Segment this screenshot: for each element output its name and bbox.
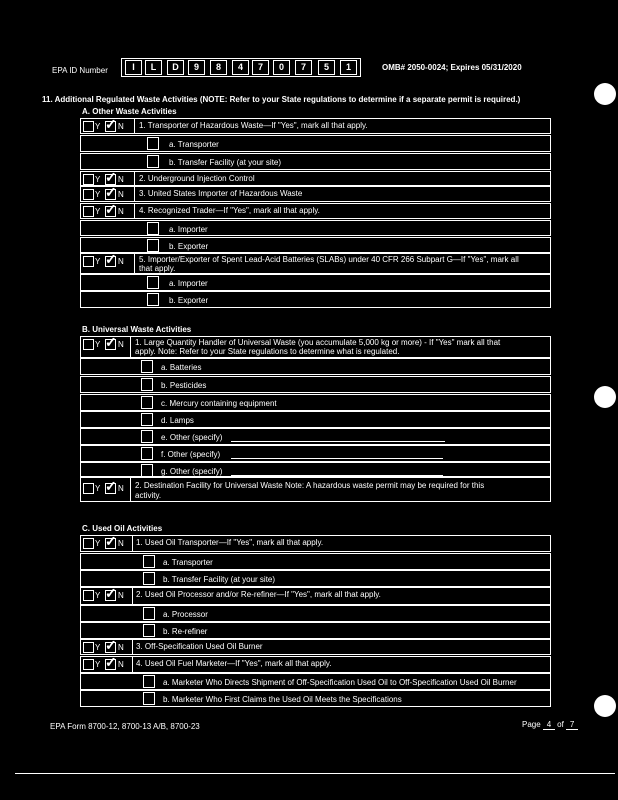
c2-yes-checkbox[interactable] <box>83 590 94 601</box>
a1-yes-checkbox[interactable] <box>83 121 94 132</box>
b1f-specify-line[interactable] <box>231 458 443 459</box>
no-label: N <box>118 539 124 548</box>
yes-label: Y <box>95 660 101 669</box>
b1b-checkbox[interactable] <box>141 378 153 391</box>
c1a-text: a. Transporter <box>163 558 213 567</box>
c2-no-checkbox[interactable] <box>105 585 117 601</box>
b1e-specify-line[interactable] <box>231 441 445 442</box>
b1c-text: c. Mercury containing equipment <box>161 399 277 408</box>
c2-text: 2. Used Oil Processor and/or Re-refiner—If "Yes", mark all that apply. <box>136 590 381 599</box>
a2-text: 2. Underground Injection Control <box>139 174 255 183</box>
c2a-text: a. Processor <box>163 610 208 619</box>
a5-text-line1: 5. Importer/Exporter of Spent Lead-Acid Batteries (SLABs) under 40 CFR 266 Subpart G—If "Yes", mark all <box>139 255 519 264</box>
a5a-checkbox[interactable] <box>147 276 159 289</box>
b2-text-line2: activity. <box>135 491 162 500</box>
epa-id-char-box[interactable]: L <box>145 60 162 75</box>
page-label: Page <box>522 720 541 729</box>
b1g-checkbox[interactable] <box>141 464 153 477</box>
binder-hole-middle <box>594 386 616 408</box>
check-mark: ✓ <box>105 334 117 350</box>
b1e-checkbox[interactable] <box>141 430 153 443</box>
a5-yes-checkbox[interactable] <box>83 256 94 267</box>
a1a-row <box>80 135 551 152</box>
c4b-row <box>80 690 551 707</box>
epa-id-char-box[interactable]: 5 <box>318 60 335 75</box>
b1f-checkbox[interactable] <box>141 447 153 460</box>
omb-number: OMB# 2050-0024; Expires 05/31/2020 <box>382 63 522 72</box>
b1g-text: g. Other (specify) <box>161 467 223 476</box>
c1-row <box>80 535 551 552</box>
yes-label: Y <box>95 484 101 493</box>
c4b-text: b. Marketer Who First Claims the Used Oil Meets the Specifications <box>163 695 402 704</box>
binder-hole-top <box>594 83 616 105</box>
check-mark: ✓ <box>105 251 117 267</box>
epa-id-char-box[interactable]: D <box>167 60 184 75</box>
b1-text-line2: apply. Note: Refer to your State regulations to determine what is regulated. <box>135 347 400 356</box>
b1a-checkbox[interactable] <box>141 360 153 373</box>
check-mark: ✓ <box>105 478 117 494</box>
epa-id-char-box[interactable]: 9 <box>188 60 205 75</box>
a1b-text: b. Transfer Facility (at your site) <box>169 158 282 167</box>
b1g-specify-line[interactable] <box>231 475 443 476</box>
a5b-text: b. Exporter <box>169 296 209 305</box>
epa-id-char-box[interactable]: 8 <box>210 60 227 75</box>
c2b-text: b. Re-refiner <box>163 627 208 636</box>
section-c-title: C. Used Oil Activities <box>82 524 163 533</box>
epa-id-char-box[interactable]: 4 <box>232 60 249 75</box>
c1-no-checkbox[interactable] <box>105 533 117 549</box>
c4-yn <box>81 654 133 672</box>
a4a-checkbox[interactable] <box>147 222 159 235</box>
a4b-checkbox[interactable] <box>147 239 159 252</box>
b2-no-checkbox[interactable] <box>105 478 117 494</box>
a4-no-checkbox[interactable] <box>105 201 117 217</box>
check-mark: ✓ <box>105 116 117 132</box>
page-number: 4 <box>543 720 555 730</box>
b1f-row <box>80 445 551 462</box>
yes-label: Y <box>95 122 101 131</box>
a2-yes-checkbox[interactable] <box>83 174 94 185</box>
a5a-row <box>80 274 551 291</box>
c1b-row <box>80 570 551 587</box>
no-label: N <box>118 643 124 652</box>
b2-yn <box>81 478 131 501</box>
a4-text: 4. Recognized Trader—If "Yes", mark all that apply. <box>139 206 320 215</box>
check-mark: ✓ <box>105 533 117 549</box>
c1a-checkbox[interactable] <box>143 555 155 568</box>
epa-id-char-box[interactable]: 7 <box>252 60 269 75</box>
c3-no-checkbox[interactable] <box>105 637 117 653</box>
b1g-row <box>80 462 551 477</box>
form-number: EPA Form 8700-12, 8700-13 A/B, 8700-23 <box>50 722 200 731</box>
epa-id-char-box[interactable]: I <box>125 60 142 75</box>
c2b-checkbox[interactable] <box>143 624 155 637</box>
b1-no-checkbox[interactable] <box>105 334 117 350</box>
b1a-row <box>80 358 551 375</box>
b1c-checkbox[interactable] <box>141 396 153 409</box>
page-total: 7 <box>566 720 578 730</box>
a4a-row <box>80 220 551 236</box>
b1d-row <box>80 411 551 428</box>
a4-row <box>80 203 551 219</box>
c1-text: 1. Used Oil Transporter—If "Yes", mark all that apply. <box>136 538 324 547</box>
b1d-checkbox[interactable] <box>141 413 153 426</box>
yes-label: Y <box>95 175 101 184</box>
yes-label: Y <box>95 643 101 652</box>
b1-yes-checkbox[interactable] <box>83 339 94 350</box>
c3-row <box>80 639 551 655</box>
no-label: N <box>118 207 124 216</box>
a1a-checkbox[interactable] <box>147 137 159 150</box>
c3-text: 3. Off-Specification Used Oil Burner <box>136 642 263 651</box>
c4-yes-checkbox[interactable] <box>83 659 94 670</box>
page-indicator <box>522 720 578 730</box>
b1e-text: e. Other (specify) <box>161 433 223 442</box>
a5-text-line2: that apply. <box>139 264 176 273</box>
c2a-checkbox[interactable] <box>143 607 155 620</box>
c4a-row <box>80 673 551 690</box>
section-11-title: 11. Additional Regulated Waste Activities (NOTE: Refer to your State regulations to determine if a separate permit is required.) <box>42 95 521 104</box>
c4-no-checkbox[interactable] <box>105 654 117 670</box>
of-label: of <box>557 720 564 729</box>
c1-yes-checkbox[interactable] <box>83 538 94 549</box>
b1d-text: d. Lamps <box>161 416 194 425</box>
c1a-row <box>80 553 551 570</box>
check-mark: ✓ <box>105 169 117 185</box>
no-label: N <box>118 122 124 131</box>
a3-row <box>80 186 551 202</box>
b2-text-line1: 2. Destination Facility for Universal Waste Note: A hazardous waste permit may be required for this <box>135 481 485 490</box>
c1b-checkbox[interactable] <box>143 572 155 585</box>
a1-row <box>80 118 551 134</box>
a1-text: 1. Transporter of Hazardous Waste—If "Yes", mark all that apply. <box>139 121 368 130</box>
b1b-text: b. Pesticides <box>161 381 207 390</box>
c1-yn <box>81 533 133 551</box>
c4a-checkbox[interactable] <box>143 675 155 688</box>
c2b-row <box>80 622 551 639</box>
a5-row <box>80 253 551 274</box>
check-mark: ✓ <box>105 637 117 653</box>
b1-text-line1: 1. Large Quantity Handler of Universal Waste (you accumulate 5,000 kg or more) - If "Yes" mark all that <box>135 338 501 347</box>
b1-row <box>80 336 551 358</box>
yes-label: Y <box>95 539 101 548</box>
no-label: N <box>118 340 124 349</box>
b1b-row <box>80 376 551 393</box>
a1b-checkbox[interactable] <box>147 155 159 168</box>
no-label: N <box>118 660 124 669</box>
no-label: N <box>118 591 124 600</box>
epa-id-char-box[interactable]: 7 <box>295 60 312 75</box>
a3-text: 3. United States Importer of Hazardous Waste <box>139 189 303 198</box>
no-label: N <box>118 257 124 266</box>
a2-row <box>80 171 551 186</box>
c4-row <box>80 656 551 673</box>
a4-yes-checkbox[interactable] <box>83 206 94 217</box>
yes-label: Y <box>95 257 101 266</box>
bottom-edge-line <box>15 773 615 774</box>
c1b-text: b. Transfer Facility (at your site) <box>163 575 276 584</box>
yes-label: Y <box>95 207 101 216</box>
c3-yn <box>81 637 133 654</box>
a3-yn <box>81 184 135 201</box>
a5b-row <box>80 291 551 308</box>
a4b-text: b. Exporter <box>169 242 209 251</box>
yes-label: Y <box>95 340 101 349</box>
b1a-text: a. Batteries <box>161 363 202 372</box>
section-a-title: A. Other Waste Activities <box>82 107 177 116</box>
section-b-title: B. Universal Waste Activities <box>82 325 192 334</box>
binder-hole-bottom <box>594 695 616 717</box>
a4a-text: a. Importer <box>169 225 208 234</box>
c3-yes-checkbox[interactable] <box>83 642 94 653</box>
no-label: N <box>118 484 124 493</box>
b1f-text: f. Other (specify) <box>161 450 221 459</box>
no-label: N <box>118 175 124 184</box>
c4b-checkbox[interactable] <box>143 692 155 705</box>
c2a-row <box>80 605 551 622</box>
yes-label: Y <box>95 190 101 199</box>
yes-label: Y <box>95 591 101 600</box>
b2-row <box>80 477 551 502</box>
a5-yn <box>81 251 135 273</box>
a5a-text: a. Importer <box>169 279 208 288</box>
a3-yes-checkbox[interactable] <box>83 189 94 200</box>
epa-id-char-box[interactable]: 1 <box>340 60 357 75</box>
c4-text: 4. Used Oil Fuel Marketer—If "Yes", mark all that apply. <box>136 659 332 668</box>
a1b-row <box>80 153 551 170</box>
a1a-text: a. Transporter <box>169 140 219 149</box>
a4-yn <box>81 201 135 218</box>
a5-no-checkbox[interactable] <box>105 251 117 267</box>
b1e-row <box>80 428 551 445</box>
a1-yn <box>81 116 135 133</box>
b2-yes-checkbox[interactable] <box>83 483 94 494</box>
c2-row <box>80 587 551 605</box>
epa-id-label: EPA ID Number <box>52 66 108 75</box>
a3-no-checkbox[interactable] <box>105 184 117 200</box>
check-mark: ✓ <box>105 201 117 217</box>
a5b-checkbox[interactable] <box>147 293 159 306</box>
check-mark: ✓ <box>105 184 117 200</box>
c4a-text: a. Marketer Who Directs Shipment of Off-Specification Used Oil to Off-Specification Used Oil Burner <box>163 678 517 687</box>
c2-yn <box>81 585 133 604</box>
no-label: N <box>118 190 124 199</box>
b1-yn <box>81 334 131 357</box>
b1c-row <box>80 394 551 411</box>
check-mark: ✓ <box>105 654 117 670</box>
epa-id-char-box[interactable]: 0 <box>273 60 290 75</box>
check-mark: ✓ <box>105 585 117 601</box>
a1-no-checkbox[interactable] <box>105 116 117 132</box>
a4b-row <box>80 237 551 253</box>
